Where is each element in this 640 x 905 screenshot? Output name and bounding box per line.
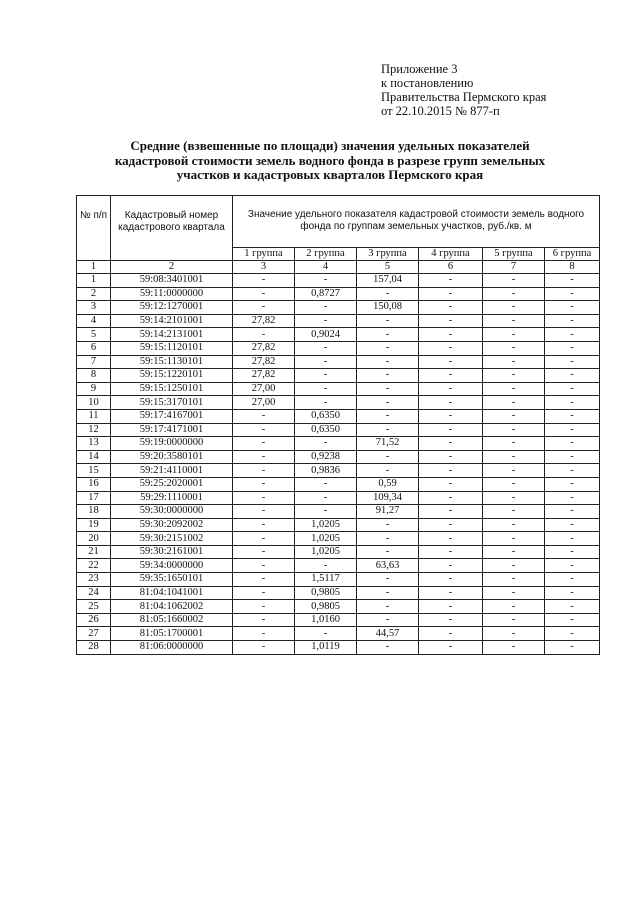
cell-row-number: 20 <box>77 532 111 546</box>
cell-cadastral-number: 81:04:1041001 <box>111 586 233 600</box>
cell-cadastral-number: 59:20:3580101 <box>111 450 233 464</box>
cell-row-number: 26 <box>77 613 111 627</box>
cell-group-4: - <box>419 627 483 641</box>
table-row <box>77 355 600 369</box>
cell-group-4: - <box>419 409 483 423</box>
cell-group-6: - <box>545 545 600 559</box>
cell-group-6: - <box>545 287 600 301</box>
table-row <box>77 491 600 505</box>
cell-cadastral-number: 59:11:0000000 <box>111 287 233 301</box>
cell-row-number: 12 <box>77 423 111 437</box>
cell-group-2: - <box>295 491 357 505</box>
cell-group-4: - <box>419 287 483 301</box>
cell-group-6: - <box>545 600 600 614</box>
cell-group-4: - <box>419 369 483 383</box>
cell-group-3: - <box>357 450 419 464</box>
cell-row-number: 5 <box>77 328 111 342</box>
cell-group-2: 0,9238 <box>295 450 357 464</box>
cell-cadastral-number: 59:34:0000000 <box>111 559 233 573</box>
cell-cadastral-number: 59:21:4110001 <box>111 464 233 478</box>
cell-group-3: 109,34 <box>357 491 419 505</box>
cell-group-4: - <box>419 477 483 491</box>
cell-group-2: - <box>295 505 357 519</box>
cell-group-4: - <box>419 382 483 396</box>
cell-group-1: - <box>233 328 295 342</box>
cell-group-2: - <box>295 314 357 328</box>
cell-group-5: - <box>483 328 545 342</box>
title-line-3: участков и кадастровых кварталов Пермского края <box>176 167 484 182</box>
cell-group-4: - <box>419 450 483 464</box>
cell-group-2: 0,9805 <box>295 586 357 600</box>
cell-group-3: - <box>357 464 419 478</box>
cell-group-1: 27,82 <box>233 314 295 328</box>
cell-cadastral-number: 59:14:2101001 <box>111 314 233 328</box>
cell-row-number: 4 <box>77 314 111 328</box>
cell-group-1: - <box>233 573 295 587</box>
cell-group-6: - <box>545 274 600 288</box>
column-number-2: 2 <box>111 261 233 274</box>
table-row <box>77 369 600 383</box>
cell-group-2: - <box>295 559 357 573</box>
table-row <box>77 287 600 301</box>
cell-group-2: 1,0119 <box>295 641 357 655</box>
cell-row-number: 7 <box>77 355 111 369</box>
cell-cadastral-number: 59:35:1650101 <box>111 573 233 587</box>
cell-group-3: 0,59 <box>357 477 419 491</box>
cell-group-3: - <box>357 613 419 627</box>
cell-group-4: - <box>419 396 483 410</box>
cell-group-1: - <box>233 274 295 288</box>
cell-group-4: - <box>419 545 483 559</box>
header-group-3: 3 группа <box>357 248 419 261</box>
cell-group-4: - <box>419 586 483 600</box>
cell-group-3: 63,63 <box>357 559 419 573</box>
table-row <box>77 396 600 410</box>
cell-group-2: 1,0205 <box>295 545 357 559</box>
cell-cadastral-number: 59:19:0000000 <box>111 437 233 451</box>
cell-group-6: - <box>545 382 600 396</box>
cell-group-3: - <box>357 600 419 614</box>
cell-group-6: - <box>545 491 600 505</box>
table-row <box>77 314 600 328</box>
cell-group-2: 0,9805 <box>295 600 357 614</box>
cell-group-3: - <box>357 341 419 355</box>
cell-group-6: - <box>545 464 600 478</box>
cell-group-3: - <box>357 545 419 559</box>
cell-group-1: 27,82 <box>233 355 295 369</box>
cell-group-5: - <box>483 341 545 355</box>
cell-group-4: - <box>419 274 483 288</box>
cell-group-1: - <box>233 437 295 451</box>
annex-line-2: к постановлению <box>381 76 474 90</box>
table-row <box>77 505 600 519</box>
cell-group-5: - <box>483 423 545 437</box>
table-row <box>77 328 600 342</box>
cell-group-6: - <box>545 532 600 546</box>
table-row <box>77 545 600 559</box>
cell-group-3: - <box>357 287 419 301</box>
cell-group-4: - <box>419 491 483 505</box>
cell-group-1: - <box>233 301 295 315</box>
cell-group-5: - <box>483 641 545 655</box>
cell-group-6: - <box>545 409 600 423</box>
cell-group-4: - <box>419 613 483 627</box>
cell-group-2: 1,0205 <box>295 518 357 532</box>
cell-group-2: - <box>295 369 357 383</box>
cell-group-6: - <box>545 396 600 410</box>
cell-group-2: - <box>295 274 357 288</box>
cell-group-6: - <box>545 613 600 627</box>
cell-group-1: - <box>233 545 295 559</box>
cell-group-6: - <box>545 355 600 369</box>
cell-row-number: 1 <box>77 274 111 288</box>
cell-group-5: - <box>483 464 545 478</box>
cell-group-4: - <box>419 464 483 478</box>
table-row <box>77 477 600 491</box>
cell-row-number: 9 <box>77 382 111 396</box>
cell-group-3: - <box>357 328 419 342</box>
cell-group-6: - <box>545 627 600 641</box>
cell-cadastral-number: 59:29:1110001 <box>111 491 233 505</box>
cell-group-6: - <box>545 437 600 451</box>
cell-group-4: - <box>419 559 483 573</box>
cell-group-1: - <box>233 641 295 655</box>
cell-group-1: - <box>233 450 295 464</box>
cell-group-6: - <box>545 586 600 600</box>
table-row <box>77 341 600 355</box>
table-row <box>77 532 600 546</box>
table-row <box>77 301 600 315</box>
cell-group-3: - <box>357 382 419 396</box>
cell-cadastral-number: 59:17:4171001 <box>111 423 233 437</box>
cell-group-5: - <box>483 382 545 396</box>
cell-group-6: - <box>545 505 600 519</box>
cell-group-1: - <box>233 491 295 505</box>
cell-group-2: 0,6350 <box>295 423 357 437</box>
title-line-1: Средние (взвешенные по площади) значения удельных показателей <box>130 138 530 153</box>
cell-cadastral-number: 59:30:2161001 <box>111 545 233 559</box>
cell-group-1: - <box>233 409 295 423</box>
cell-group-3: - <box>357 314 419 328</box>
column-number-6: 6 <box>419 261 483 274</box>
cell-group-1: - <box>233 613 295 627</box>
cell-group-5: - <box>483 409 545 423</box>
cell-group-1: 27,00 <box>233 396 295 410</box>
table-body <box>77 274 600 655</box>
annex-line-3: Правительства Пермского края <box>381 90 547 104</box>
cell-row-number: 27 <box>77 627 111 641</box>
cell-row-number: 22 <box>77 559 111 573</box>
cell-row-number: 21 <box>77 545 111 559</box>
cell-group-5: - <box>483 573 545 587</box>
cell-row-number: 25 <box>77 600 111 614</box>
table-row <box>77 423 600 437</box>
cell-row-number: 11 <box>77 409 111 423</box>
cell-group-4: - <box>419 423 483 437</box>
cell-group-5: - <box>483 613 545 627</box>
cell-group-2: 0,9024 <box>295 328 357 342</box>
cell-group-6: - <box>545 518 600 532</box>
cell-group-3: 71,52 <box>357 437 419 451</box>
column-number-5: 5 <box>357 261 419 274</box>
cell-cadastral-number: 59:15:1120101 <box>111 341 233 355</box>
cell-cadastral-number: 59:30:2151002 <box>111 532 233 546</box>
cell-group-5: - <box>483 600 545 614</box>
cell-group-1: - <box>233 477 295 491</box>
cell-group-3: 44,57 <box>357 627 419 641</box>
cell-group-3: - <box>357 409 419 423</box>
cell-row-number: 2 <box>77 287 111 301</box>
cell-group-5: - <box>483 505 545 519</box>
cell-cadastral-number: 59:30:2092002 <box>111 518 233 532</box>
header-group-6: 6 группа <box>545 248 600 261</box>
cell-cadastral-number: 81:05:1700001 <box>111 627 233 641</box>
cell-group-1: 27,82 <box>233 341 295 355</box>
header-cadastral-quarter: Кадастровый номер кадастрового квартала <box>111 196 233 261</box>
cell-group-6: - <box>545 423 600 437</box>
title-line-2: кадастровой стоимости земель водного фонда в разрезе групп земельных <box>114 152 546 168</box>
cell-group-5: - <box>483 559 545 573</box>
cell-group-1: - <box>233 586 295 600</box>
cell-group-3: - <box>357 369 419 383</box>
cell-row-number: 10 <box>77 396 111 410</box>
table-row <box>77 613 600 627</box>
cell-group-3: - <box>357 396 419 410</box>
cell-group-5: - <box>483 545 545 559</box>
cell-group-4: - <box>419 532 483 546</box>
annex-line-4: от 22.10.2015 № 877-п <box>381 104 500 118</box>
cell-group-2: 0,9836 <box>295 464 357 478</box>
cell-group-3: - <box>357 573 419 587</box>
cell-group-5: - <box>483 532 545 546</box>
cell-group-3: - <box>357 641 419 655</box>
table-row <box>77 450 600 464</box>
cell-cadastral-number: 59:15:1250101 <box>111 382 233 396</box>
cell-cadastral-number: 59:15:3170101 <box>111 396 233 410</box>
cell-group-4: - <box>419 301 483 315</box>
column-number-4: 4 <box>295 261 357 274</box>
table-row <box>77 627 600 641</box>
cell-group-1: 27,82 <box>233 369 295 383</box>
cell-row-number: 6 <box>77 341 111 355</box>
cell-group-3: 91,27 <box>357 505 419 519</box>
table-row <box>77 518 600 532</box>
cell-group-5: - <box>483 450 545 464</box>
header-group-2: 2 группа <box>295 248 357 261</box>
cell-cadastral-number: 59:15:1130101 <box>111 355 233 369</box>
cell-group-6: - <box>545 328 600 342</box>
cell-group-3: - <box>357 586 419 600</box>
cell-row-number: 8 <box>77 369 111 383</box>
cell-group-6: - <box>545 369 600 383</box>
table-row <box>77 464 600 478</box>
cell-group-5: - <box>483 396 545 410</box>
cell-group-3: - <box>357 423 419 437</box>
cell-cadastral-number: 59:14:2131001 <box>111 328 233 342</box>
cell-group-4: - <box>419 518 483 532</box>
cell-group-1: - <box>233 559 295 573</box>
table-row <box>77 437 600 451</box>
cell-row-number: 15 <box>77 464 111 478</box>
cell-group-2: - <box>295 301 357 315</box>
header-group-5: 5 группа <box>483 248 545 261</box>
column-number-3: 3 <box>233 261 295 274</box>
cell-group-1: 27,00 <box>233 382 295 396</box>
cell-group-5: - <box>483 477 545 491</box>
cell-group-4: - <box>419 600 483 614</box>
cell-group-4: - <box>419 314 483 328</box>
cell-row-number: 23 <box>77 573 111 587</box>
cell-group-6: - <box>545 314 600 328</box>
cell-group-4: - <box>419 505 483 519</box>
cell-group-6: - <box>545 450 600 464</box>
cell-group-2: 1,0160 <box>295 613 357 627</box>
table-row <box>77 586 600 600</box>
cell-group-2: - <box>295 477 357 491</box>
cell-group-4: - <box>419 355 483 369</box>
cell-row-number: 24 <box>77 586 111 600</box>
cell-group-2: - <box>295 396 357 410</box>
cell-row-number: 18 <box>77 505 111 519</box>
table-row <box>77 274 600 288</box>
cell-cadastral-number: 81:06:0000000 <box>111 641 233 655</box>
table-row <box>77 600 600 614</box>
cell-group-5: - <box>483 491 545 505</box>
annex-line-1: Приложение 3 <box>381 62 458 76</box>
cell-group-3: 150,08 <box>357 301 419 315</box>
cell-group-2: - <box>295 341 357 355</box>
table-row <box>77 409 600 423</box>
cell-group-2: - <box>295 627 357 641</box>
cell-group-5: - <box>483 437 545 451</box>
cell-group-1: - <box>233 600 295 614</box>
cell-group-2: - <box>295 355 357 369</box>
cell-group-3: - <box>357 518 419 532</box>
cell-row-number: 16 <box>77 477 111 491</box>
cell-group-2: 0,8727 <box>295 287 357 301</box>
cell-cadastral-number: 59:17:4167001 <box>111 409 233 423</box>
document-title <box>70 139 590 183</box>
cell-row-number: 14 <box>77 450 111 464</box>
cell-group-5: - <box>483 274 545 288</box>
table-row <box>77 573 600 587</box>
cell-row-number: 13 <box>77 437 111 451</box>
cell-group-4: - <box>419 341 483 355</box>
cell-cadastral-number: 59:08:3401001 <box>111 274 233 288</box>
cell-row-number: 28 <box>77 641 111 655</box>
cell-cadastral-number: 81:04:1062002 <box>111 600 233 614</box>
cell-group-1: - <box>233 505 295 519</box>
cell-group-4: - <box>419 437 483 451</box>
cell-cadastral-number: 81:05:1660002 <box>111 613 233 627</box>
cell-cadastral-number: 59:12:1270001 <box>111 301 233 315</box>
cell-group-2: - <box>295 382 357 396</box>
table-row <box>77 559 600 573</box>
cell-group-6: - <box>545 301 600 315</box>
cell-group-1: - <box>233 627 295 641</box>
cell-group-2: - <box>295 437 357 451</box>
cell-group-2: 1,5117 <box>295 573 357 587</box>
column-number-8: 8 <box>545 261 600 274</box>
cadastral-value-table <box>76 195 600 655</box>
column-number-1: 1 <box>77 261 111 274</box>
cell-row-number: 3 <box>77 301 111 315</box>
cell-group-2: 1,0205 <box>295 532 357 546</box>
cell-group-5: - <box>483 287 545 301</box>
cell-group-1: - <box>233 464 295 478</box>
cell-group-5: - <box>483 627 545 641</box>
annex-block <box>381 62 546 118</box>
cell-group-6: - <box>545 559 600 573</box>
cell-group-6: - <box>545 641 600 655</box>
cell-group-6: - <box>545 341 600 355</box>
cell-group-3: - <box>357 532 419 546</box>
cell-cadastral-number: 59:25:2020001 <box>111 477 233 491</box>
table-row <box>77 382 600 396</box>
cell-group-3: - <box>357 355 419 369</box>
cell-group-1: - <box>233 518 295 532</box>
cell-group-5: - <box>483 301 545 315</box>
cell-group-1: - <box>233 287 295 301</box>
cell-group-5: - <box>483 518 545 532</box>
cell-group-4: - <box>419 573 483 587</box>
cell-group-5: - <box>483 355 545 369</box>
cell-group-1: - <box>233 532 295 546</box>
header-group-1: 1 группа <box>233 248 295 261</box>
cell-group-6: - <box>545 573 600 587</box>
cell-cadastral-number: 59:15:1220101 <box>111 369 233 383</box>
cell-cadastral-number: 59:30:0000000 <box>111 505 233 519</box>
header-row-number: № п/п <box>77 196 111 261</box>
cell-group-2: 0,6350 <box>295 409 357 423</box>
cell-group-3: 157,04 <box>357 274 419 288</box>
header-group-4: 4 группа <box>419 248 483 261</box>
cell-group-5: - <box>483 586 545 600</box>
table-row <box>77 641 600 655</box>
cell-group-1: - <box>233 423 295 437</box>
cell-group-6: - <box>545 477 600 491</box>
cell-row-number: 17 <box>77 491 111 505</box>
cell-group-5: - <box>483 314 545 328</box>
cell-group-4: - <box>419 641 483 655</box>
cell-row-number: 19 <box>77 518 111 532</box>
header-value: Значение удельного показателя кадастровой стоимости земель водного фонда по группам земельных участков, руб./кв. м <box>233 196 600 248</box>
cell-group-4: - <box>419 328 483 342</box>
cell-group-5: - <box>483 369 545 383</box>
column-number-7: 7 <box>483 261 545 274</box>
